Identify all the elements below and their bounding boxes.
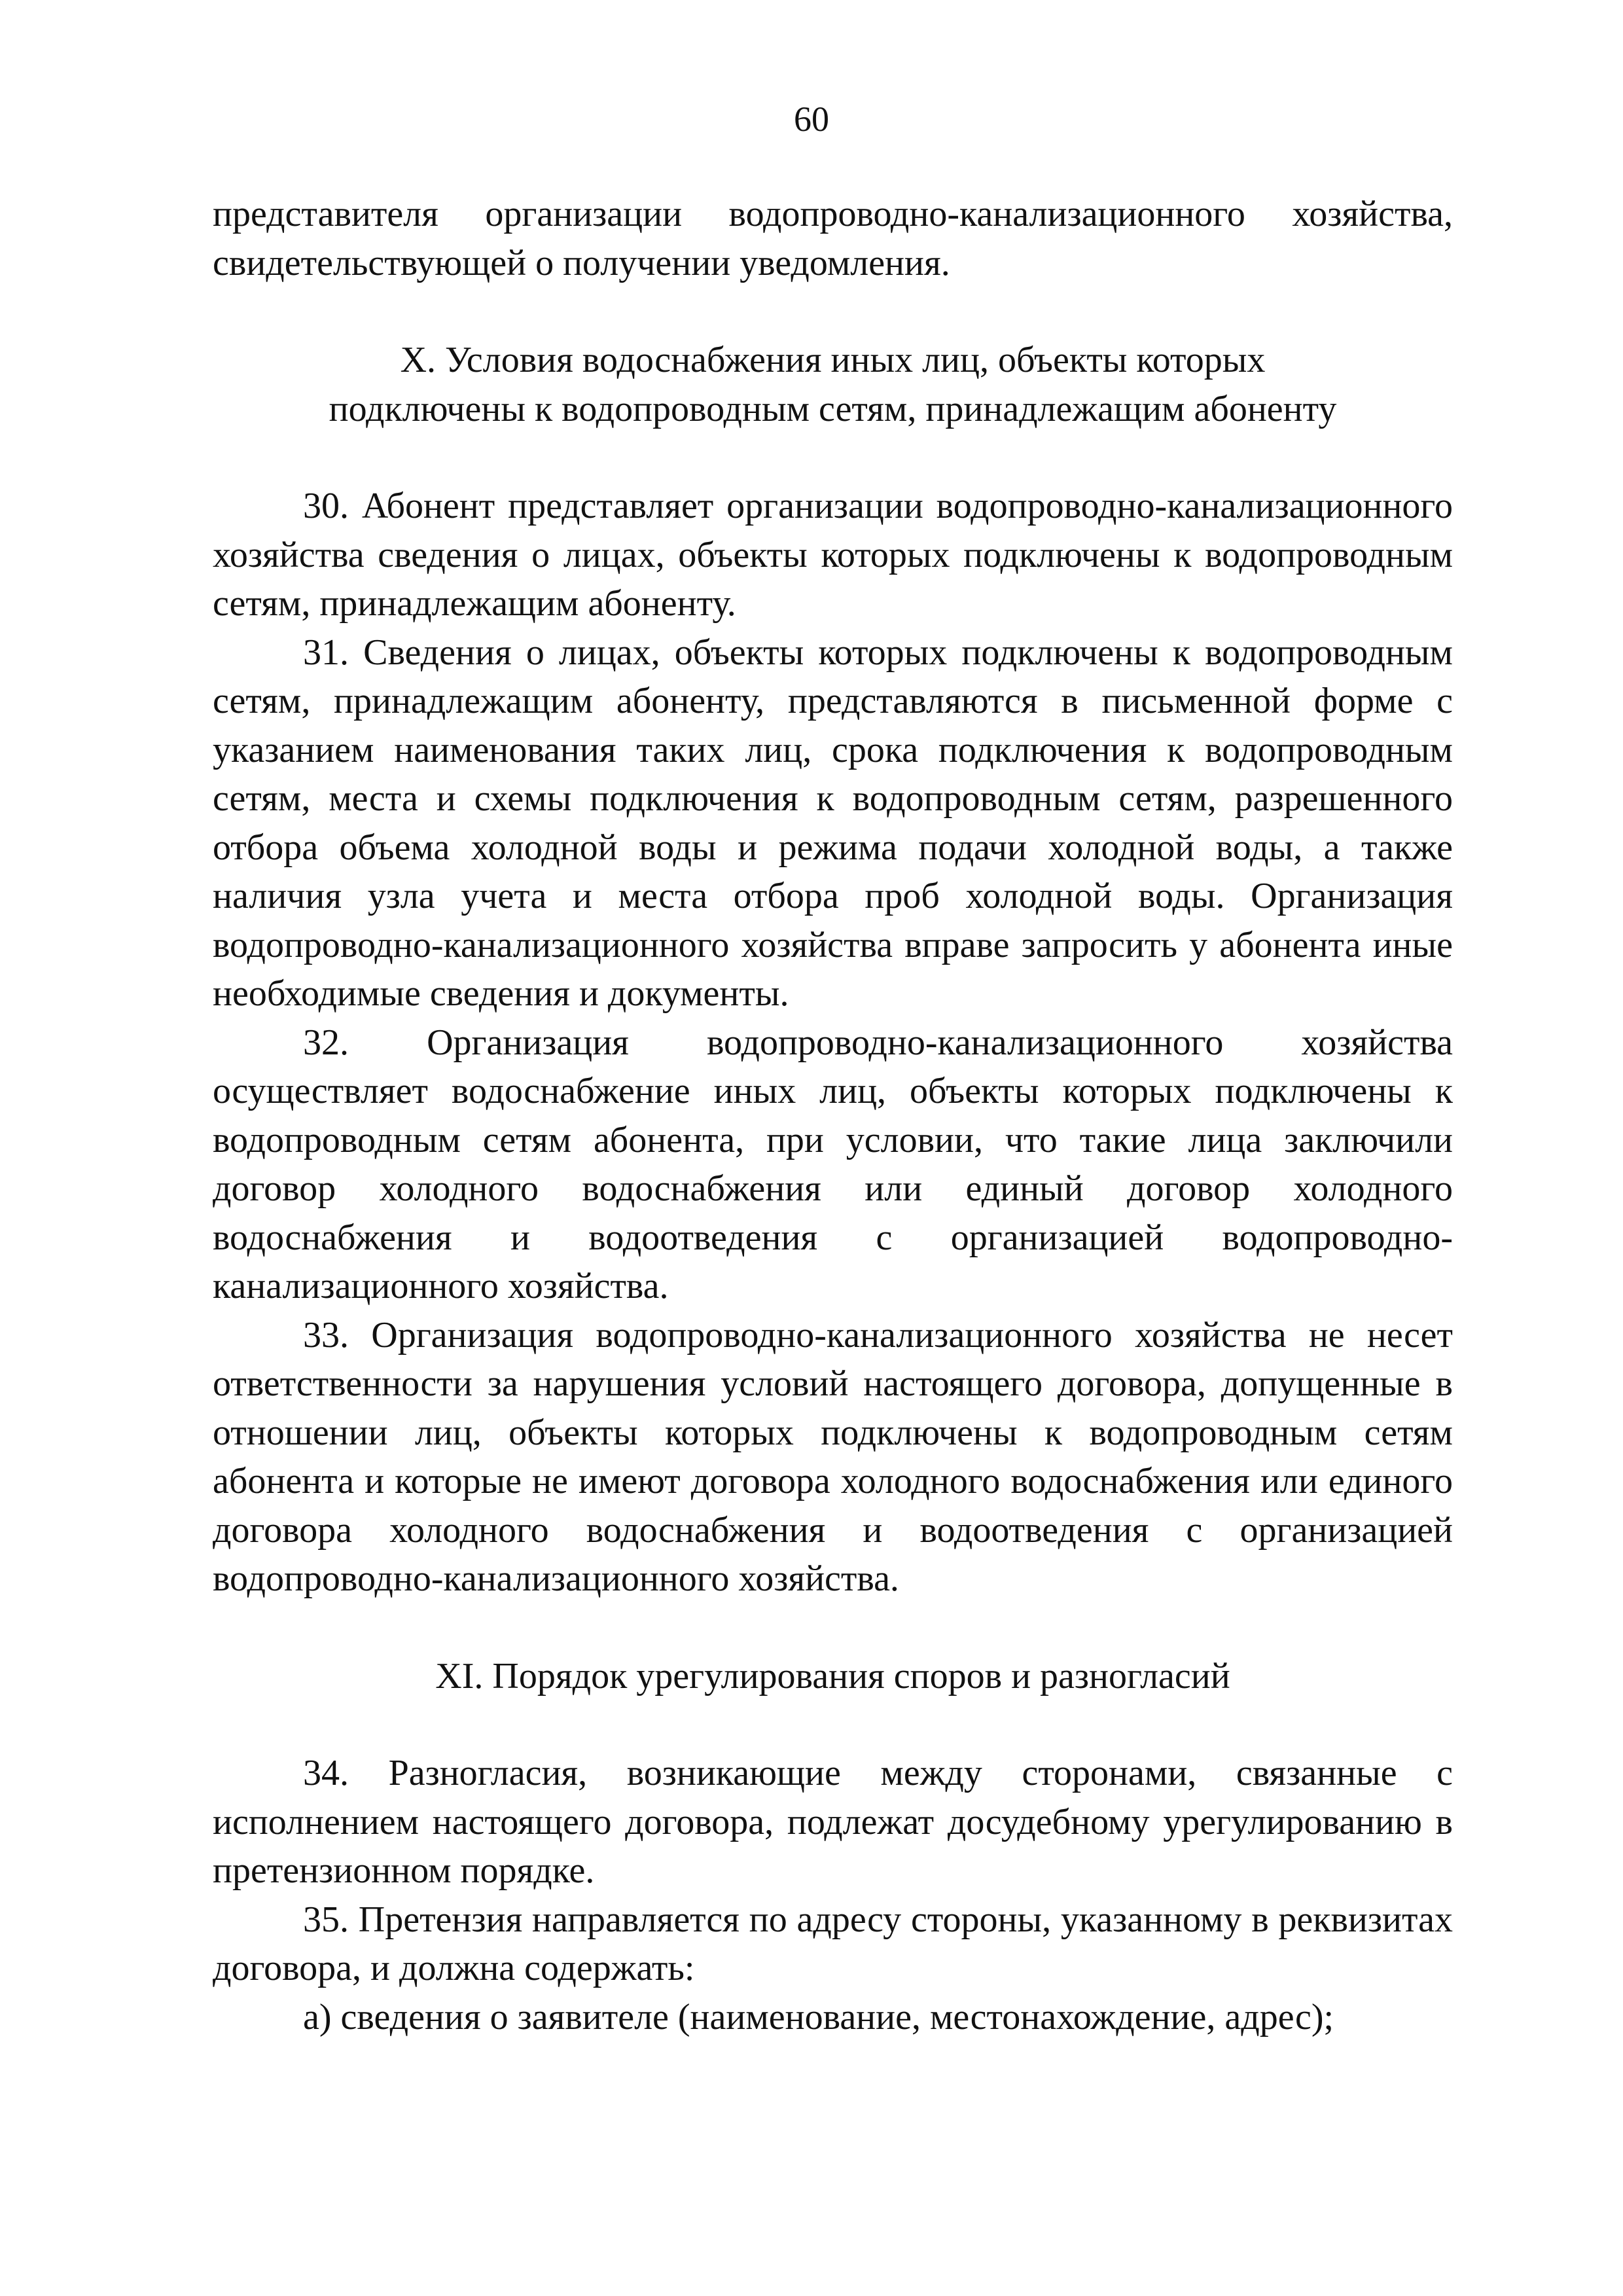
paragraph-34: 34. Разногласия, возникающие между сторонами, связанные с исполнением настоящего договора, подлежат досудебному урегулированию в претензионном порядке. bbox=[213, 1753, 1453, 1891]
paragraph-35-a: а) сведения о заявителе (наименование, местонахождение, адрес); bbox=[303, 1996, 1334, 2037]
spacer bbox=[213, 1700, 1453, 1749]
section-11-heading: XI. Порядок урегулирования споров и разногласий bbox=[435, 1655, 1230, 1696]
section-10-heading bbox=[213, 336, 1453, 433]
page-number: 60 bbox=[794, 99, 829, 139]
intro-paragraph: представителя организации водопроводно-канализационного хозяйства, свидетельствующей о получении уведомления. bbox=[213, 194, 1453, 283]
paragraph-30: 30. Абонент представляет организации водопроводно-канализационного хозяйства сведения о лицах, объекты которых подключены к водопроводным сетям, принадлежащим абоненту. bbox=[213, 486, 1453, 624]
document-body bbox=[213, 190, 1453, 2041]
paragraph-33: 33. Организация водопроводно-канализационного хозяйства не несет ответственности за нарушения условий настоящего договора, допущенные в отношении лиц, объекты которых подключены к водопроводным сетям абонента и которые не имеют договора холодного водоснабжения или единого договора холодного водоснабжения и водоотведения с организацией водопроводно-канализационного хозяйства. bbox=[213, 1314, 1453, 1599]
paragraph-31: 31. Сведения о лицах, объекты которых подключены к водопроводным сетям, принадлежащим абоненту, представляются в письменной форме с указанием наименования таких лиц, срока подключения к водопроводным сетям, места и схемы подключения к водопроводным сетям, разрешенного отбора объема холодной воды и режима подачи холодной воды, а также наличия узла учета и места отбора проб холодной воды. Организация водопроводно-канализационного хозяйства вправе запросить у абонента иные необходимые сведения и документы. bbox=[213, 632, 1453, 1014]
spacer bbox=[213, 287, 1453, 336]
paragraph-32: 32. Организация водопроводно-канализационного хозяйства осуществляет водоснабжение иных лиц, объекты которых подключены к водопроводным сетям абонента, при условии, что такие лица заключили договор холодного водоснабжения или единый договор холодного водоснабжения и водоотведения с организацией водопроводно-канализационного хозяйства. bbox=[213, 1022, 1453, 1306]
spacer bbox=[213, 433, 1453, 482]
paragraph-35: 35. Претензия направляется по адресу стороны, указанному в реквизитах договора, и должна содержать: bbox=[213, 1899, 1453, 1988]
section-10-heading-line-1: X. Условия водоснабжения иных лиц, объекты которых bbox=[400, 340, 1266, 380]
section-10-heading-line-2: подключены к водопроводным сетям, принадлежащим абоненту bbox=[329, 388, 1337, 429]
spacer bbox=[213, 1604, 1453, 1652]
